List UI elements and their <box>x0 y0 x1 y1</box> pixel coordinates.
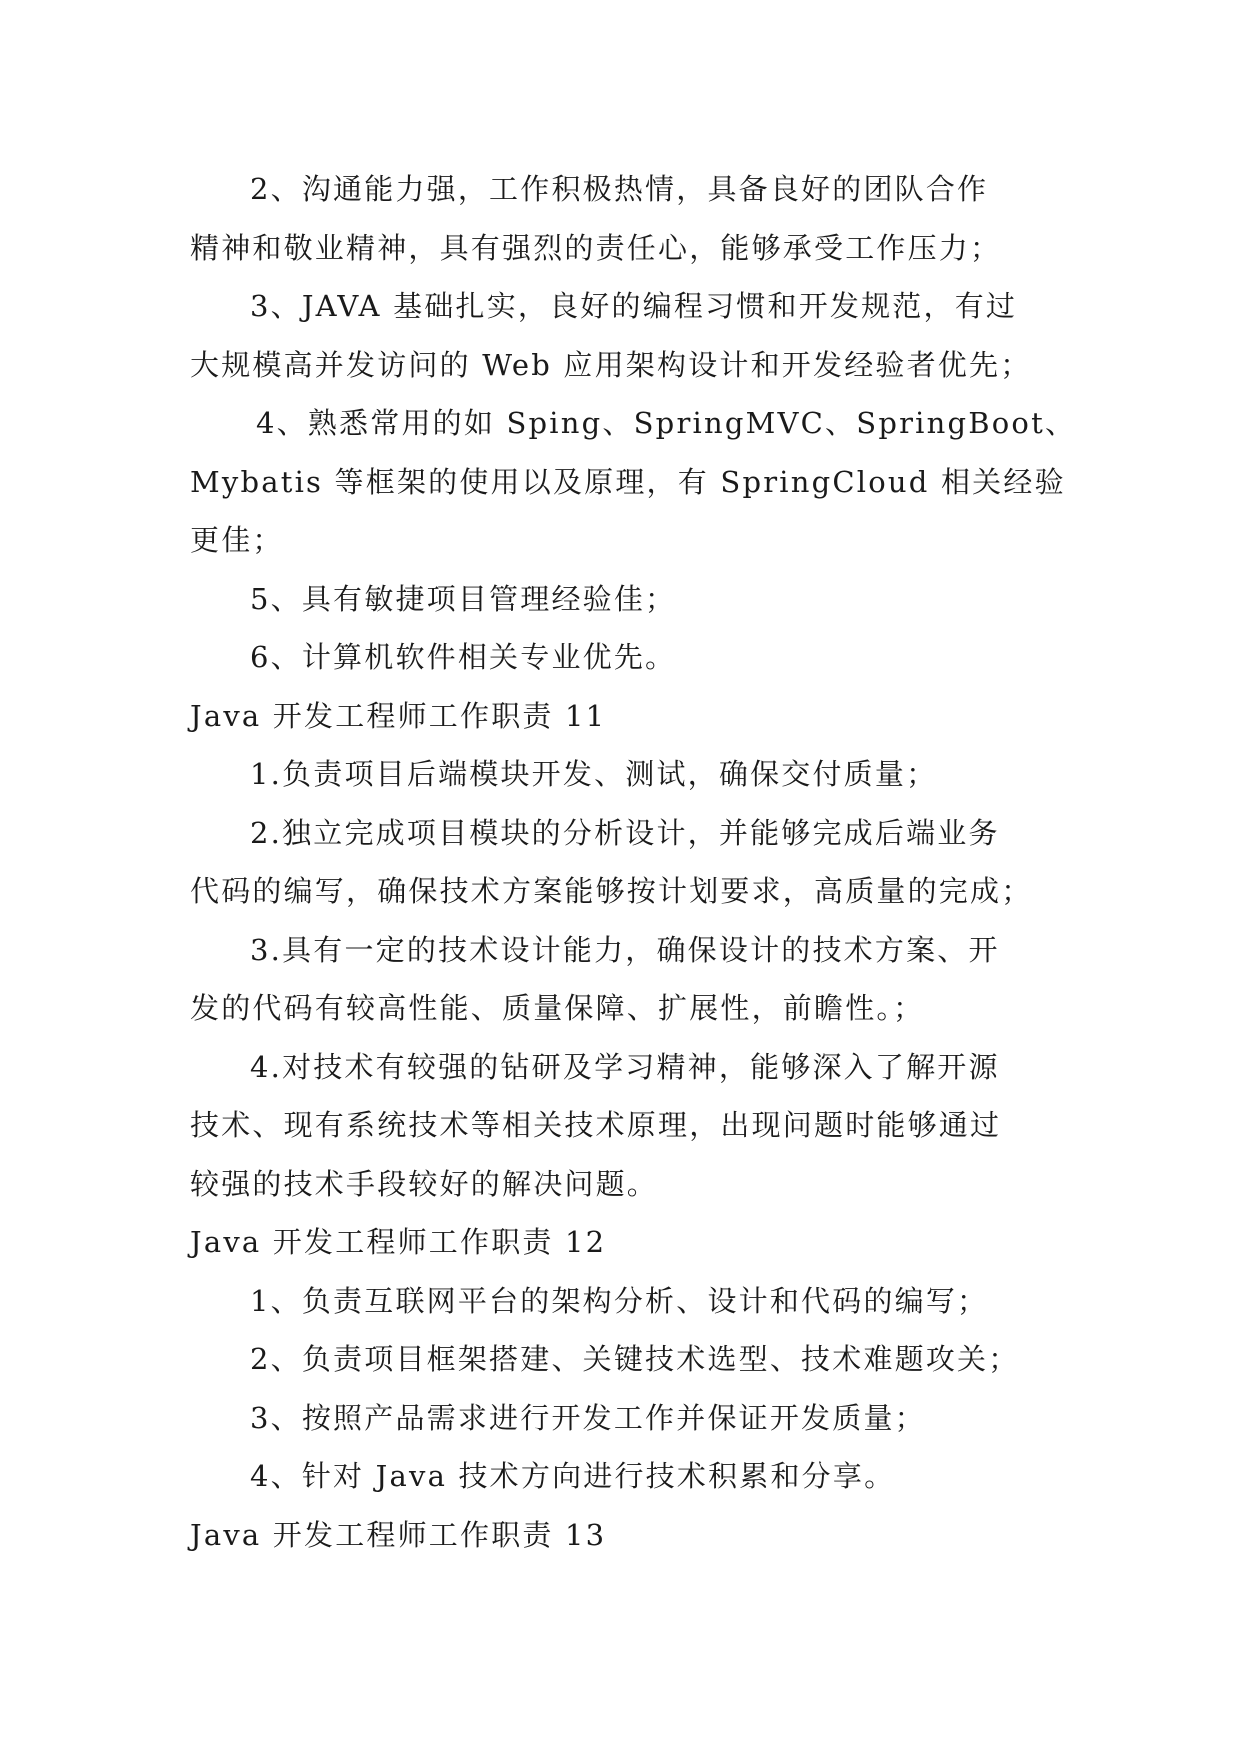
section-heading: Java 开发工程师工作职责 11 <box>190 698 607 733</box>
section-heading: Java 开发工程师工作职责 13 <box>190 1517 607 1552</box>
paragraph-line: 6、计算机软件相关专业优先。 <box>250 640 677 674</box>
paragraph-line: 发的代码有较高性能、质量保障、扩展性，前瞻性。； <box>190 991 925 1025</box>
paragraph-line: 技术、现有系统技术等相关技术原理，出现问题时能够通过 <box>190 1108 1002 1142</box>
paragraph-line: 精神和敬业精神，具有强烈的责任心，能够承受工作压力； <box>190 230 1002 265</box>
paragraph-line: 2、负责项目框架搭建、关键技术选型、技术难题攻关； <box>250 1342 1020 1376</box>
paragraph-line: 4、熟悉常用的如 Sping、SpringMVC、SpringBoot、 <box>256 406 1077 440</box>
paragraph-line: 2、沟通能力强，工作积极热情，具备良好的团队合作 <box>250 172 989 206</box>
paragraph-line: 3、JAVA 基础扎实，良好的编程习惯和开发规范，有过 <box>250 289 1018 323</box>
paragraph-line: 4.对技术有较强的钻研及学习精神，能够深入了解开源 <box>250 1049 1000 1084</box>
section-heading: Java 开发工程师工作职责 12 <box>190 1225 607 1259</box>
paragraph-line: 大规模高并发访问的 Web 应用架构设计和开发经验者优先； <box>190 347 1032 382</box>
paragraph-line: 较强的技术手段较好的解决问题。 <box>190 1166 659 1201</box>
document-body <box>190 160 1077 1564</box>
paragraph-line: 1、负责互联网平台的架构分析、设计和代码的编写； <box>250 1283 989 1318</box>
paragraph-line: 代码的编写，确保技术方案能够按计划要求，高质量的完成； <box>190 874 1033 908</box>
paragraph-line: 更佳； <box>190 523 284 557</box>
paragraph-line: Mybatis 等框架的使用以及原理，有 SpringCloud 相关经验 <box>190 464 1066 499</box>
paragraph-line: 1.负责项目后端模块开发、测试，确保交付质量； <box>250 757 938 791</box>
paragraph-line: 3、按照产品需求进行开发工作并保证开发质量； <box>250 1400 926 1435</box>
paragraph-line: 4、针对 Java 技术方向进行技术积累和分享。 <box>250 1459 896 1493</box>
paragraph-line: 2.独立完成项目模块的分析设计，并能够完成后端业务 <box>250 815 1000 850</box>
paragraph-line: 3.具有一定的技术设计能力，确保设计的技术方案、开 <box>250 932 1000 967</box>
paragraph-line: 5、具有敏捷项目管理经验佳； <box>250 581 677 616</box>
